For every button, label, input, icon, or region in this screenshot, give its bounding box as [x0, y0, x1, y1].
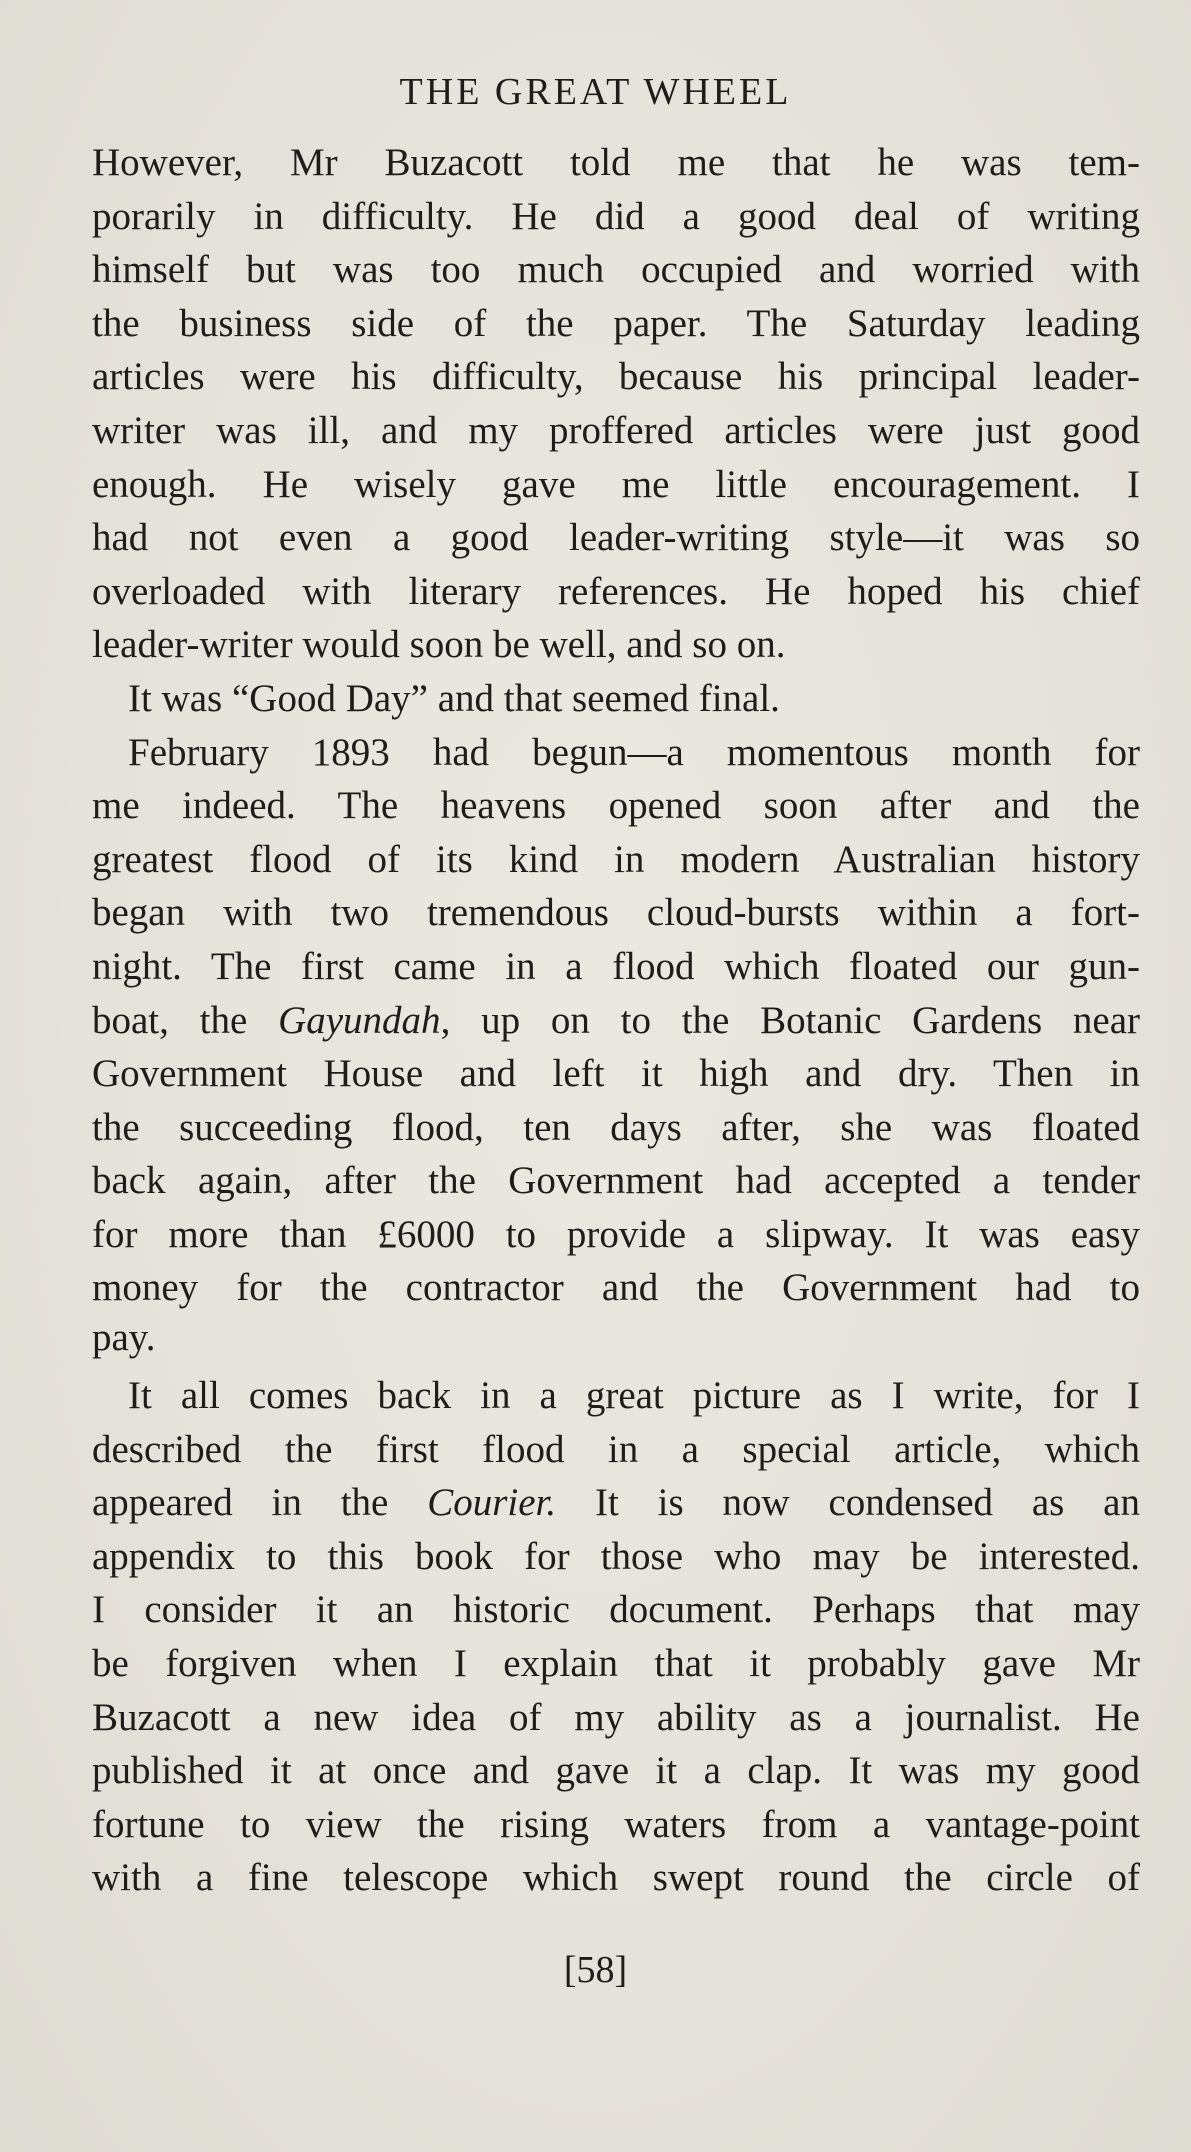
- italic-ship-name: Gayundah: [278, 998, 441, 1042]
- text-line: had not even a good leader-writing style—it was so: [92, 516, 1140, 560]
- text-segment: boat, the: [92, 998, 279, 1042]
- text-line: articles were his difficulty, because his principal leader-: [92, 355, 1140, 399]
- body-text: [92, 136, 1140, 1905]
- text-line: money for the contractor and the Government had to: [92, 1266, 1140, 1310]
- text-line: for more than £6000 to provide a slipway. It was easy: [92, 1212, 1140, 1256]
- text-line: writer was ill, and my proffered articles were just good: [92, 408, 1140, 452]
- text-line: pay.: [92, 1316, 156, 1360]
- text-line: porarily in difficulty. He did a good deal of writing: [92, 194, 1140, 238]
- text-line: back again, after the Government had accepted a tender: [92, 1159, 1140, 1203]
- text-line: night. The first came in a flood which floated our gun-: [92, 944, 1140, 988]
- text-line: I consider it an historic document. Perhaps that may: [92, 1588, 1140, 1632]
- text-line: Government House and left it high and dry. Then in: [92, 1052, 1140, 1096]
- text-line: published it at once and gave it a clap. It was my good: [92, 1749, 1140, 1793]
- text-line: February 1893 had begun—a momentous month for: [128, 730, 1140, 774]
- text-line: described the first flood in a special article, which: [92, 1427, 1140, 1471]
- text-line: overloaded with literary references. He hoped his chief: [92, 569, 1140, 613]
- text-line: the business side of the paper. The Saturday leading: [92, 301, 1140, 345]
- text-line: Buzacott a new idea of my ability as a journalist. He: [92, 1695, 1140, 1739]
- running-head: THE GREAT WHEEL: [399, 71, 792, 113]
- text-line: began with two tremendous cloud-bursts within a fort-: [92, 891, 1140, 935]
- text-line: leader-writer would soon be well, and so on.: [92, 623, 786, 667]
- page-number: [58]: [563, 1949, 628, 1991]
- text-line: greatest flood of its kind in modern Australian history: [92, 837, 1140, 881]
- text-line: himself but was too much occupied and worried with: [92, 248, 1140, 292]
- text-line: fortune to view the rising waters from a vantage-point: [92, 1802, 1140, 1846]
- text-line: me indeed. The heavens opened soon after and the: [92, 784, 1140, 828]
- text-line: with a fine telescope which swept round the circle of: [92, 1856, 1140, 1900]
- text-segment: appeared in the: [92, 1481, 428, 1525]
- text-line-italic: [92, 1476, 1140, 1530]
- text-segment: It is now condensed as an: [556, 1481, 1140, 1525]
- text-line: appendix to this book for those who may be interested.: [92, 1534, 1140, 1578]
- text-line: It all comes back in a great picture as I write, for I: [128, 1374, 1140, 1418]
- text-line: be forgiven when I explain that it probably gave Mr: [92, 1642, 1140, 1686]
- text-line: However, Mr Buzacott told me that he was tem-: [92, 141, 1140, 184]
- text-line: enough. He wisely gave me little encouragement. I: [92, 462, 1140, 506]
- text-line: It was “Good Day” and that seemed final.: [128, 676, 780, 720]
- text-line: the succeeding flood, ten days after, she was floated: [92, 1105, 1140, 1149]
- italic-newspaper-name: Courier.: [427, 1481, 557, 1525]
- text-line-italic: [92, 994, 1140, 1048]
- text-segment: , up on to the Botanic Gardens near: [440, 998, 1141, 1042]
